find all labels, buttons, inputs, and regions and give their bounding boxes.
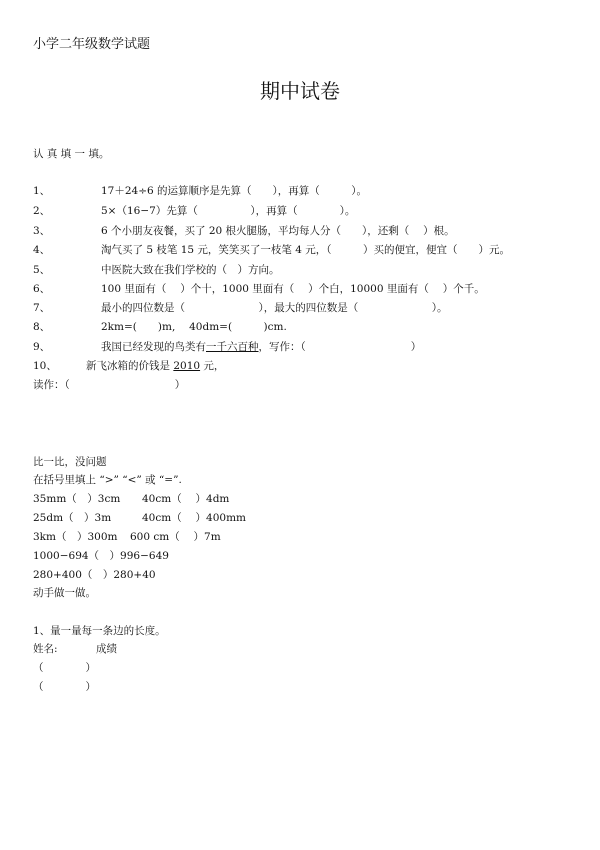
item-text: 淘气买了 5 枝笔 15 元，笑笑买了一枝笔 4 元，（ ）买的便宜，便宜（ ）元。 <box>101 244 510 256</box>
section2-instruction: 在括号里填上 “>” “<” 或 “=”. <box>33 474 182 486</box>
section1-heading: 认 真 填 一 填。 <box>33 148 110 160</box>
item-number: 2、 <box>33 205 51 217</box>
item-text-part: 我国已经发现的鸟类有 <box>101 341 206 353</box>
item-number: 10、 <box>33 360 57 372</box>
compare-left: 3km（ ）300m <box>33 531 118 543</box>
compare-right: 600 cm（ ）7m <box>130 531 221 543</box>
answer-blank: （ ） <box>33 681 96 693</box>
underlined-answer: 2010 <box>173 360 201 372</box>
item-text: 中医院大致在我们学校的（ ）方向。 <box>101 264 280 276</box>
item-number: 4、 <box>33 244 51 256</box>
item-text: 5×（16−7）先算（ ），再算（ ）。 <box>101 205 356 217</box>
item-number: 1、 <box>33 185 51 197</box>
item-text: 17＋24÷6 的运算顺序是先算（ ），再算（ ）。 <box>101 185 368 197</box>
compare-right: 40cm（ ）4dm <box>142 493 230 505</box>
item-number: 9、 <box>33 341 51 353</box>
underlined-answer: 一千六百种 <box>206 341 259 353</box>
read-line: 读作：（ ） <box>33 379 186 391</box>
page-title: 期中试卷 <box>260 79 340 103</box>
item-text-part: ，写作：（ ） <box>258 341 422 353</box>
score-label: 成绩 <box>96 643 117 655</box>
item-number: 3、 <box>33 225 51 237</box>
item-text <box>86 359 224 373</box>
header-text: 小学二年级数学试题 <box>33 37 151 52</box>
compare-left: 1000−694（ ）996−649 <box>33 550 169 562</box>
section3-item: 1、量一量每一条边的长度。 <box>33 625 166 637</box>
section2-heading: 比一比，没问题 <box>33 456 107 468</box>
item-number: 5、 <box>33 264 51 276</box>
compare-left: 35mm（ ）3cm <box>33 493 121 505</box>
item-text-part: 新飞冰箱的价钱是 <box>86 360 174 372</box>
item-text <box>101 340 421 354</box>
section3-heading: 动手做一做。 <box>33 587 96 599</box>
item-text: 6 个小朋友夜餐，买了 20 根火腿肠，平均每人分（ ），还剩（ ）根。 <box>101 225 455 237</box>
item-text: 最小的四位数是（ ），最大的四位数是（ ）。 <box>101 302 448 314</box>
item-text-part: 元， <box>200 360 225 372</box>
item-number: 6、 <box>33 283 51 295</box>
item-text: 100 里面有（ ）个十，1000 里面有（ ）个白，10000 里面有（ ）个千。 <box>101 283 485 295</box>
item-text: 2km=( )m, 40dm=( )cm. <box>101 321 287 333</box>
compare-left: 25dm（ ）3m <box>33 512 112 524</box>
compare-left: 280+400（ ）280+40 <box>33 569 156 581</box>
item-number: 7、 <box>33 302 51 314</box>
item-number: 8、 <box>33 321 51 333</box>
answer-blank: （ ） <box>33 662 96 674</box>
name-label: 姓名: <box>33 643 58 655</box>
compare-right: 40cm（ ）400mm <box>142 512 246 524</box>
